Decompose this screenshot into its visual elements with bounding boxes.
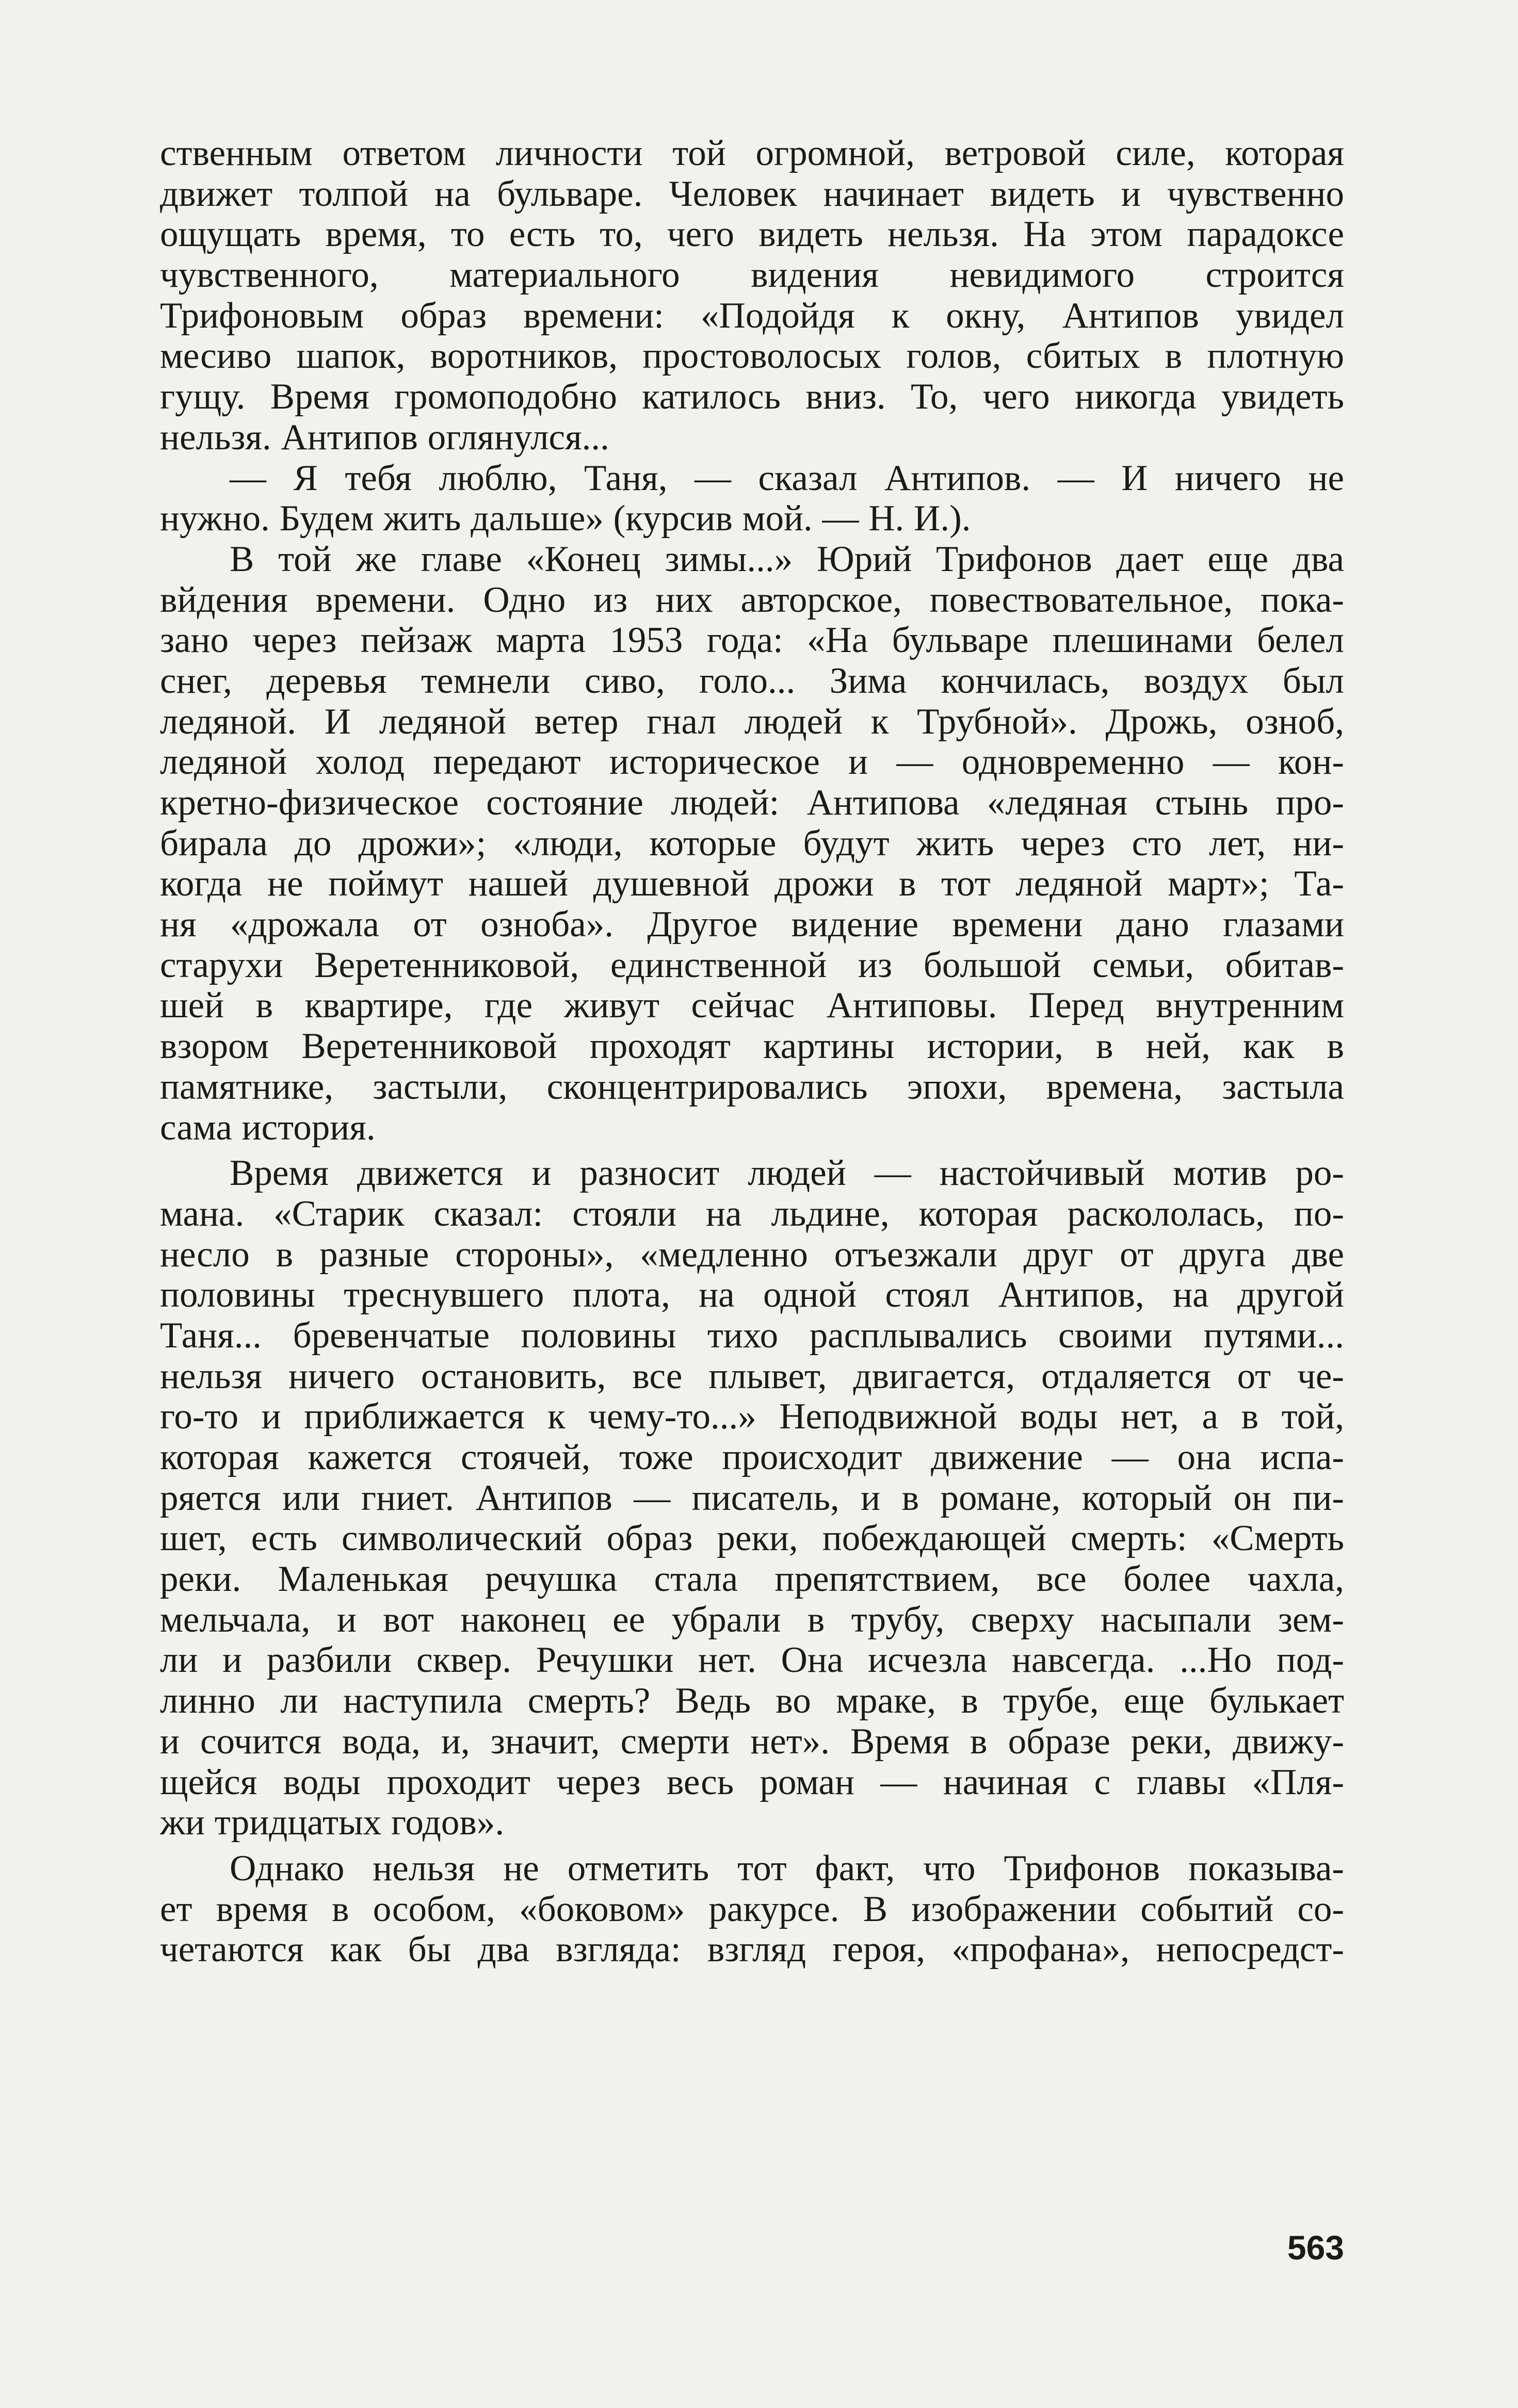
text-line: жи тридцатых годов». <box>160 1802 505 1843</box>
text-line: мана. «Старик сказал: стояли на льдине, которая раскололась, по- <box>160 1193 1344 1234</box>
text-line: нужно. Будем жить дальше» (курсив мой. — Н. И.). <box>160 498 971 539</box>
text-line: старухи Веретенниковой, единственной из большой семьи, обитав- <box>160 945 1344 985</box>
text-line: которая кажется стоячей, тоже происходит движение — она испа- <box>160 1437 1344 1477</box>
text-line: четаются как бы два взгляда: взгляд героя, «профана», непосредст- <box>160 1929 1344 1970</box>
text-line: гущу. Время громоподобно катилось вниз. То, чего никогда увидеть <box>160 377 1344 417</box>
text-line: чувственного, материального видения невидимого строится <box>160 255 1344 296</box>
text-line: вйдения времени. Одно из них авторское, повествовательное, пока- <box>160 579 1344 620</box>
text-line: бирала до дрожи»; «люди, которые будут жить через сто лет, ни- <box>160 823 1344 864</box>
text-line: реки. Маленькая речушка стала препятствием, все более чахла, <box>160 1559 1344 1600</box>
text-line: ощущать время, то есть то, чего видеть нельзя. На этом парадоксе <box>160 214 1344 255</box>
text-line: щейся воды проходит через весь роман — начиная с главы «Пля- <box>160 1762 1344 1802</box>
text-line: и сочится вода, и, значит, смерти нет». Время в образе реки, движу- <box>160 1721 1344 1762</box>
body-text <box>160 133 1344 1970</box>
text-line: Трифоновым образ времени: «Подойдя к окну, Антипов увидел <box>160 295 1344 336</box>
text-line: половины треснувшего плота, на одной стоял Антипов, на другой <box>160 1275 1344 1315</box>
text-line: Время движется и разносит людей — настойчивый мотив ро- <box>230 1153 1344 1194</box>
text-line: Таня... бревенчатые половины тихо расплывались своими путями... <box>160 1315 1344 1356</box>
text-line: месиво шапок, воротников, простоволосых голов, сбитых в плотную <box>160 336 1344 377</box>
text-line: В той же главе «Конец зимы...» Юрий Трифонов дает еще два <box>230 539 1344 579</box>
text-line: несло в разные стороны», «медленно отъезжали друг от друга две <box>160 1234 1344 1275</box>
text-line: памятнике, застыли, сконцентрировались эпохи, времена, застыла <box>160 1066 1344 1107</box>
text-line: шет, есть символический образ реки, побеждающей смерть: «Смерть <box>160 1518 1344 1559</box>
text-line: ственным ответом личности той огромной, ветровой силе, которая <box>160 133 1344 173</box>
text-line: ет время в особом, «боковом» ракурсе. В изображении событий со- <box>160 1889 1344 1929</box>
text-line: ли и разбили сквер. Речушки нет. Она исчезла навсегда. ...Но под- <box>160 1640 1344 1681</box>
text-line: снег, деревья темнели сиво, голо... Зима кончилась, воздух был <box>160 660 1344 701</box>
text-line: ряется или гниет. Антипов — писатель, и в романе, который он пи- <box>160 1477 1344 1518</box>
text-line: мельчала, и вот наконец ее убрали в трубу, сверху насыпали зем- <box>160 1599 1344 1640</box>
text-line: когда не поймут нашей душевной дрожи в тот ледяной март»; Та- <box>160 864 1344 904</box>
text-line: — Я тебя люблю, Таня, — сказал Антипов. — И ничего не <box>230 458 1344 498</box>
text-line: движет толпой на бульваре. Человек начинает видеть и чувственно <box>160 173 1344 214</box>
page-number: 563 <box>1287 2228 1344 2267</box>
text-line: зано через пейзаж марта 1953 года: «На бульваре плешинами белел <box>160 620 1344 661</box>
text-line: ледяной. И ледяной ветер гнал людей к Трубной». Дрожь, озноб, <box>160 701 1344 742</box>
text-line: ледяной холод передают историческое и — одновременно — кон- <box>160 742 1344 783</box>
text-line: сама история. <box>160 1107 376 1148</box>
text-line: взором Веретенниковой проходят картины истории, в ней, как в <box>160 1026 1344 1067</box>
text-line: шей в квартире, где живут сейчас Антиповы. Перед внутренним <box>160 985 1344 1026</box>
text-line: Однако нельзя не отметить тот факт, что Трифонов показыва- <box>230 1848 1344 1889</box>
text-line: ня «дрожала от озноба». Другое видение времени дано глазами <box>160 904 1344 945</box>
text-line: кретно-физическое состояние людей: Антипова «ледяная стынь про- <box>160 783 1344 823</box>
text-line: нельзя. Антипов оглянулся... <box>160 417 609 458</box>
text-line: линно ли наступила смерть? Ведь во мраке, в трубе, еще булькает <box>160 1681 1344 1721</box>
text-line: нельзя ничего остановить, все плывет, двигается, отдаляется от че- <box>160 1356 1344 1396</box>
text-line: го-то и приближается к чему-то...» Неподвижной воды нет, а в той, <box>160 1396 1344 1437</box>
